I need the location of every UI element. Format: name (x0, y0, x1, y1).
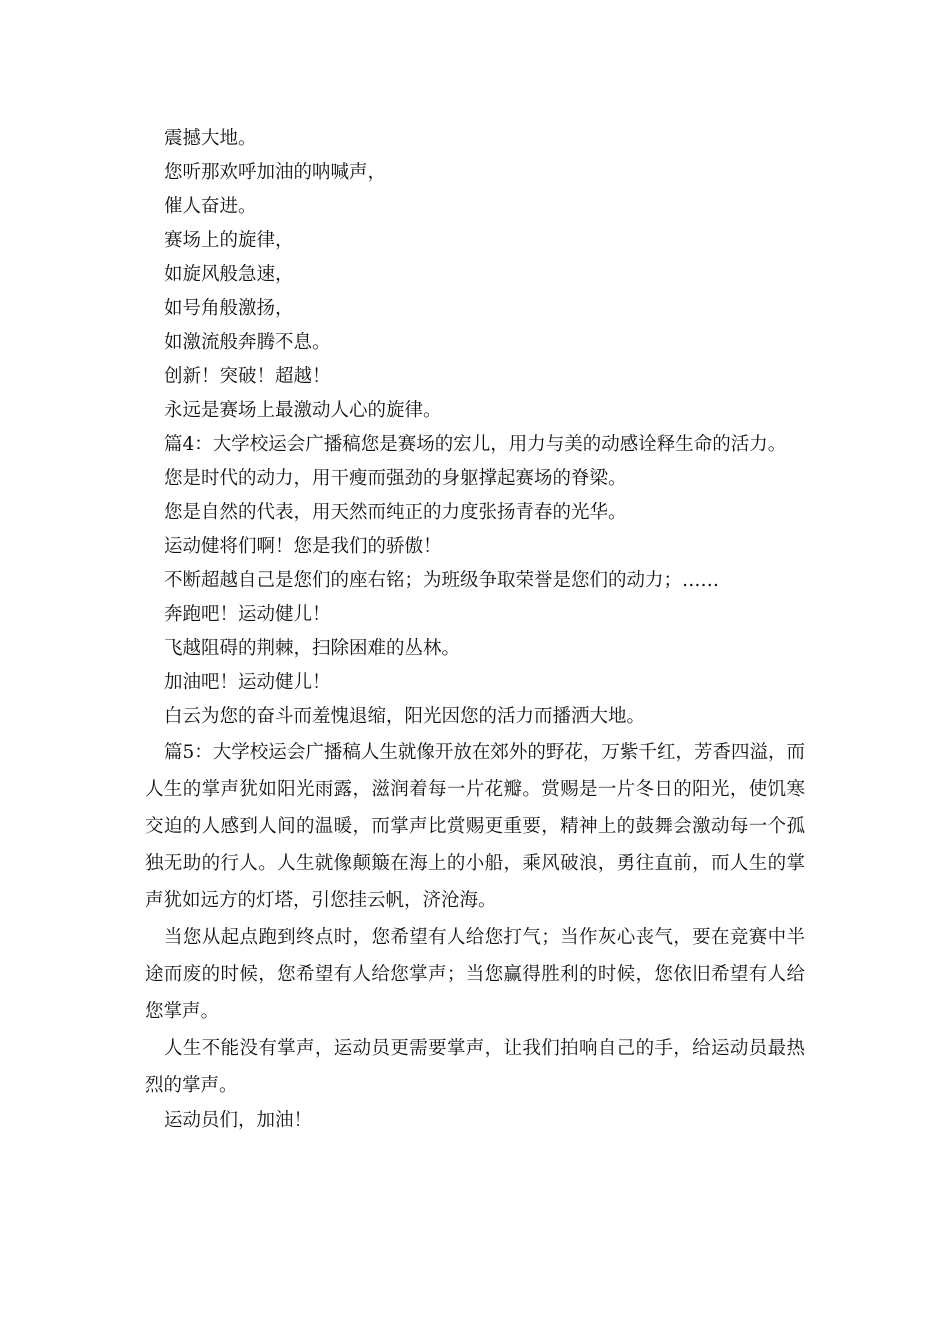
text-line: 您是时代的动力，用干瘦而强劲的身躯撑起赛场的脊梁。 (164, 468, 627, 489)
paragraph: 当您从起点跑到终点时，您希望有人给您打气；当作灰心丧气，要在竞赛中半途而废的时候，您希望有人给您掌声；当您赢得胜利的时候，您依旧希望有人给您掌声。 (145, 927, 805, 1022)
text-line: 如激流般奔腾不息。 (164, 332, 331, 353)
paragraph: 人生不能没有掌声，运动员更需要掌声，让我们拍响自己的手，给运动员最热烈的掌声。 (145, 1038, 805, 1096)
closing-line: 运动员们，加油！ (164, 1110, 313, 1131)
text-line: 如旋风般急速， (164, 264, 294, 285)
section-heading-line: 篇4：大学校运会广播稿您是赛场的宏儿，用力与美的动感诠释生命的活力。 (164, 434, 787, 455)
paragraph: 篇5：大学校运会广播稿人生就像开放在郊外的野花，万紫千红，芳香四溢，而人生的掌声犹如阳光雨露，滋润着每一片花瓣。赏赐是一片冬日的阳光，使饥寒交迫的人感到人间的温暖，而掌声比赏赐更重要，精神上的鼓舞会激动每一个孤独无助的行人。人生就像颠簸在海上的小船，乘风破浪，勇往直前，而人生的掌声犹如远方的灯塔，引您挂云帆，济沧海。 (145, 742, 805, 911)
text-line: 不断超越自己是您们的座右铭；为班级争取荣誉是您们的动力；…… (164, 570, 720, 591)
text-line: 运动健将们啊！您是我们的骄傲！ (164, 536, 442, 557)
text-line: 您是自然的代表，用天然而纯正的力度张扬青春的光华。 (164, 502, 627, 523)
text-line: 您听那欢呼加油的呐喊声， (164, 162, 387, 183)
text-line: 飞越阻碍的荆棘，扫除困难的丛林。 (164, 638, 461, 659)
text-line: 白云为您的奋斗而羞愧退缩，阳光因您的活力而播洒大地。 (164, 706, 646, 727)
document-body (145, 122, 805, 1138)
text-line: 赛场上的旋律， (164, 230, 294, 251)
text-line: 创新！突破！超越！ (164, 366, 331, 387)
text-line: 加油吧！运动健儿！ (164, 672, 331, 693)
text-line: 永远是赛场上最激动人心的旋律。 (164, 400, 442, 421)
text-line: 震撼大地。 (164, 128, 257, 149)
text-line: 催人奋进。 (164, 196, 257, 217)
text-line: 奔跑吧！运动健儿！ (164, 604, 331, 625)
text-line: 如号角般激扬， (164, 298, 294, 319)
